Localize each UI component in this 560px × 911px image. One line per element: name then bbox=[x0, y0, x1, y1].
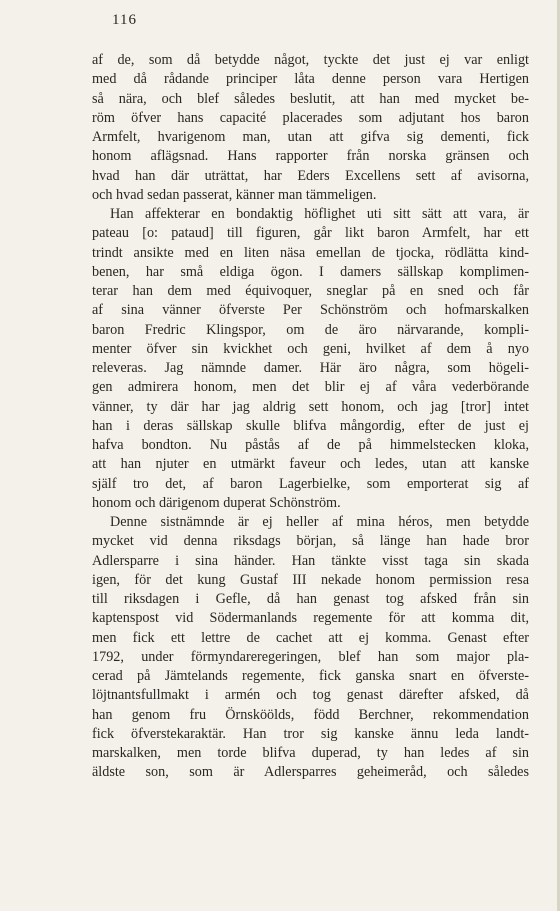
text-line: af de, som då betydde något, tyckte det just ej var enligt bbox=[92, 52, 529, 68]
text-line: och hvad sedan passerat, känner man tämmeligen. bbox=[92, 186, 377, 203]
text-line: marskalken, men torde blifva duperad, ty han ledes af sin bbox=[92, 745, 529, 761]
text-line: terar han dem med équivoquer, sneglar på en sned och får bbox=[92, 283, 529, 299]
text-line: baron Fredric Klingspor, om de äro närvarande, kompli- bbox=[92, 321, 529, 338]
text-line: att han njuter en utmärkt faveur och ledes, utan att kanske bbox=[92, 456, 529, 473]
text-line: trindt ansikte med en liten näsa emellan de tjocka, rödlätta kind- bbox=[92, 244, 529, 261]
text-line: honom aflägsnad. Hans rapporter från norska gränsen och bbox=[92, 148, 529, 165]
text-line: 1792, under förmyndareregeringen, blef han som major pla- bbox=[92, 648, 529, 665]
paragraph bbox=[92, 205, 529, 513]
text-line: han i deras sällskap skulle blifva mångordig, efter de just ej bbox=[92, 417, 529, 434]
text-line: löjtnantsfullmakt i armén och tog genast därefter afsked, då bbox=[92, 687, 529, 704]
text-line: releveras. Jag nämnde damer. Här äro några, som högeli- bbox=[92, 360, 529, 376]
text-line: själf tro det, af baron Lagerbielke, som emporterat sig af bbox=[92, 475, 529, 492]
body-text bbox=[92, 51, 529, 783]
text-line: cerad på Jämtelands regemente, fick ganska snart en öfverste- bbox=[92, 668, 529, 684]
text-line: af sina vänner öfverste Per Schönström och hofmarskalken bbox=[92, 302, 529, 319]
text-line: hvad han där uträttat, har Eders Excellens sett af avisorna, bbox=[92, 167, 529, 184]
paragraph bbox=[92, 513, 529, 783]
text-line: menter öfver sin kvickhet och geni, hvilket af dem å nyo bbox=[92, 340, 529, 357]
page-number: 116 bbox=[112, 12, 137, 28]
text-line: vänner, ty där har jag aldrig sett honom, och jag [tror] intet bbox=[92, 398, 529, 415]
text-line: igen, för det kung Gustaf III nekade honom permission resa bbox=[92, 571, 529, 588]
text-line: Han affekterar en bondaktig höflighet uti sitt sätt att vara, är bbox=[110, 206, 529, 222]
text-line: med då rådande principer låta denne person vara Hertigen bbox=[92, 71, 529, 88]
text-line: honom och därigenom duperat Schönström. bbox=[92, 494, 341, 511]
text-line: så nära, och blef således beslutit, att han med mycket be- bbox=[92, 90, 529, 107]
text-line: äldste son, som är Adlersparres geheimeråd, och således bbox=[92, 764, 529, 781]
text-line: han genom fru Örnsköölds, född Berchner, rekommendation bbox=[92, 706, 529, 723]
text-line: kaptenspost vid Södermanlands regemente för att komma dit, bbox=[92, 610, 529, 627]
text-line: Denne sistnämnde är ej heller af mina héros, men betydde bbox=[110, 514, 529, 530]
paragraph bbox=[92, 51, 529, 205]
text-line: mycket vid denna riksdags början, så länge han hade bror bbox=[92, 533, 529, 550]
text-line: röm öfver hans capacité placerades som adjutant hos baron bbox=[92, 109, 529, 126]
text-line: benen, har små eldiga ögon. I damers sällskap komplimen- bbox=[92, 263, 529, 280]
text-line: men fick ett lettre de cachet att ej komma. Genast efter bbox=[92, 629, 529, 646]
text-line: till riksdagen i Gefle, då han genast tog afsked från sin bbox=[92, 591, 529, 607]
text-line: Armfelt, hvarigenom man, utan att gifva sig dementi, fick bbox=[92, 129, 529, 145]
text-line: fick öfverstekaraktär. Han tror sig kanske ännu leda landt- bbox=[92, 725, 529, 742]
text-line: hafva bondton. Nu påstås af de på himmelstecken kloka, bbox=[92, 437, 529, 453]
text-line: pateau [o: pataud] till figuren, går likt baron Armfelt, har ett bbox=[92, 225, 529, 242]
text-line: Adlersparre i sina händer. Han tänkte visst taga sin skada bbox=[92, 552, 529, 569]
text-line: gen admirera honom, men det blir ej af våra vederbörande bbox=[92, 379, 529, 396]
